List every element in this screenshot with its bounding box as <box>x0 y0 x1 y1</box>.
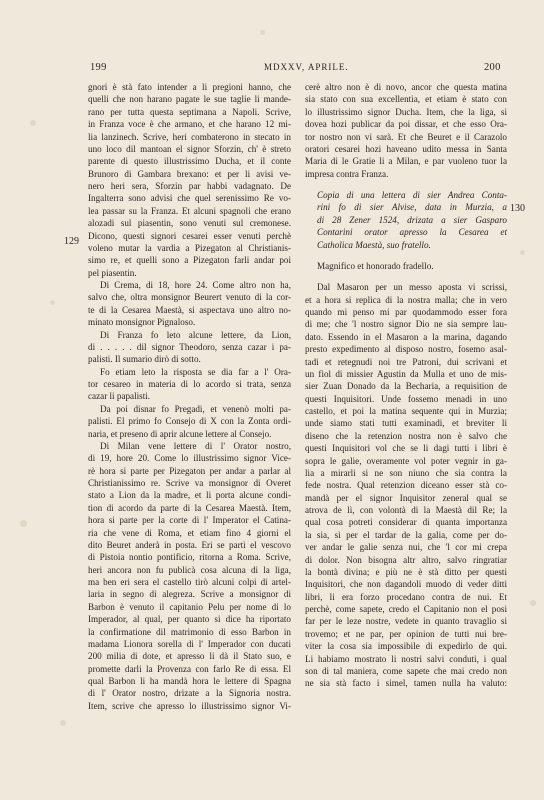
text-line: la bontà divina; e più ne è stà ditto per questi <box>305 566 507 577</box>
text-line: ver andar le galie senza nui, che 'l cor mi crepa <box>305 542 507 553</box>
text-line: Catholica Maestà, suo fratello. <box>317 239 431 250</box>
text-line: Ingalterra sono advisi che quel serenissimo Re vo- <box>88 193 291 204</box>
text-line: Di Franza fo leto alcune lettere, da Lion, <box>100 329 291 340</box>
text-line: nero heri sera, Sforzin par habbi vadagnato. De <box>88 181 291 191</box>
text-line: tor cesareo in materia di lo acordo si trata, senza <box>88 379 291 389</box>
text-line: di . . . . . dil signor Theodoro, senza cazar i pa- <box>88 341 291 352</box>
text-line: salvo che, oltra monsignor Beurert venuto di la cor- <box>88 292 291 303</box>
text-line: la sia, sì per el tardar de la galia, come per do- <box>305 529 507 540</box>
text-line: voleno mutar la vardia a Pizegaton al Christianis- <box>88 242 291 253</box>
text-line: 200 milia di dote, et apresso li dà il Stato suo, e <box>88 651 291 662</box>
text-line: dato. Essendo in el Masaron a la marina, dagando <box>305 331 507 342</box>
text-line: heri ancora non fu publicà cosa alcuna di la liga, <box>88 564 291 575</box>
text-line: cazar li papalisti. <box>88 391 151 402</box>
text-line: qual cosa potreti considerar di quanta importanza <box>305 517 507 528</box>
text-line: unde siamo stati tutti examinadi, et breviter li <box>305 418 507 429</box>
text-line: et a hora si replica di la nostra malla; che in vero <box>305 294 507 305</box>
text-line: Contarini orator apresso la Cesarea et <box>317 227 507 238</box>
text-line: fede nostra. Qual retenzion diceano esser stà co- <box>305 480 507 491</box>
text-line: di l' Orator nostro, drizate a la Signoria nostra. <box>88 688 291 699</box>
right-text-column <box>305 81 507 690</box>
text-line: lia lanzinech. Scrive, heri combaterono in stecato in <box>88 131 291 142</box>
text-line: lea passar su la Franza. Et alcuni spagnoli che erano <box>88 205 291 216</box>
text-line: viter la cosa sia impossibile di expedirlo de qui. <box>305 641 507 652</box>
text-line: Brunoro di Gambara brexano: et per li avisi ve- <box>88 168 291 179</box>
text-line: madama Lionora sorella di l' Imperador con ducati <box>88 638 291 649</box>
text-line: son di tal maniera, come sapete che mai credo non <box>305 665 507 676</box>
text-line: ne sia stà facto i simel, tamen nulla ha valuto: <box>305 678 507 689</box>
text-line: qual Barbon li ha mandà hora le lettere di Spagna <box>88 676 291 686</box>
text-line: stato a Lion da la madre, et li porta alcune condi- <box>88 490 291 501</box>
text-line: ma ben eri sera el castello tirò alcuni colpi di artel- <box>88 577 291 587</box>
text-line: tor nostro non vi sarà. Et che Beuret e il Carazolo <box>305 131 507 142</box>
text-line: naria, et preseno di aprir alcune lettere al Consejo. <box>88 428 272 439</box>
text-line: libri, li era forzo procedano contra de nui. Et <box>305 591 507 602</box>
text-line: di me; che 'l nostro signor Dio ne sia sempre lau- <box>305 319 507 330</box>
text-line: rano per tutta questa septimana a Napoli. Scrive, <box>88 106 291 117</box>
text-line: oratori cesarei hozi haveano udito messa in Santa <box>305 143 507 154</box>
text-line: pel piasentin. <box>88 267 137 278</box>
spacer <box>305 180 507 189</box>
text-line: quando mi penso mi par quodammodo esser fora <box>305 307 507 317</box>
text-line: far per le leze nostre, vedete in quanto travaglio si <box>305 616 507 627</box>
text-line: Copia di una lettera di sier Andrea Conta- <box>317 190 507 200</box>
text-line: lia a mirarli si ne son niuno che sia contra la <box>305 467 507 478</box>
text-line: di 19, hore 20. Come lo illustrissimo signor Vice- <box>88 453 291 464</box>
text-line: te di la Cesarea Maestà, si aspectava uno altro no- <box>88 304 291 315</box>
text-line: un fiol di missier Agustin da Mulla et uno de mis- <box>305 368 507 379</box>
text-line: Da poi disnar fo Pregadi, et venenò molti pa- <box>100 403 291 414</box>
spacer <box>305 272 507 281</box>
text-line: parente di questo illustrissimo Ducha, et il conte <box>88 156 291 167</box>
text-line: Magnifico et honorado fradello. <box>317 260 434 271</box>
left-text-column <box>88 81 291 712</box>
text-line: Di Crema, di 18, hore 24. Come altro non ha, <box>100 280 291 290</box>
text-line: alozadi sul piasentin, sono venuti sul cremonese. <box>88 218 291 229</box>
text-line: di Pistoia nontio pontificio, ritorna a Roma. Scrive, <box>88 552 291 563</box>
spacer <box>305 251 507 260</box>
text-line: Christianissimo re. Scrive va monsignor di Overet <box>88 478 291 488</box>
text-line: Maria di le Gratie li a Milan, e par vuoleno tuor la <box>305 156 507 167</box>
text-line: laria in segno di alegreza. Scrive a monsignor di <box>88 589 291 600</box>
text-line: Inquisitori, che non dagandoli muodo di veder ditti <box>305 579 507 590</box>
running-header: MDXXV, APRILE. <box>264 62 349 72</box>
text-line: Dicono, questi signori cesarei esser venuti perchè <box>88 230 291 241</box>
text-line: dito Beuret anderà in posta. Eri se partì el vescovo <box>88 539 291 550</box>
text-line: Item, scrive che apresso lo illustrissimo signor Vi- <box>88 700 291 711</box>
text-line: Li habiamo mostrato li nostri salvi conduti, i qual <box>305 653 507 664</box>
text-line: impresa contra Franza. <box>305 168 389 179</box>
text-line: Barbon è venuto il capitanio Pelu per nome di lo <box>88 601 291 612</box>
text-line: atrova de lì, con volontà di la Maestà dil Re; la <box>305 505 507 515</box>
text-line: diseno che la retenzion nostra non è salvo che <box>305 430 507 441</box>
text-line: perchè, come sapete, credo el Capitanio non el posi <box>305 604 507 614</box>
text-line: mandà per el signor Inquisitor zeneral qual se <box>305 492 507 503</box>
text-line: sier Zuan Donado da la Becharia, a requisition de <box>305 381 507 392</box>
text-line: di dolor. Non bisogna altr altro, salvo ringratiar <box>305 554 507 565</box>
text-line: palisti. Il sumario dirò di sotto. <box>88 354 201 365</box>
margin-number-right: 130 <box>510 203 525 214</box>
page-number-left: 199 <box>90 62 107 73</box>
text-line: trovemo; et ne par, per opinion de tutti nui bre- <box>305 628 507 639</box>
text-line: Imperador, al qual, per quanto si dice ha riportato <box>88 614 291 625</box>
text-line: hora si parte per la corte di l' Imperator el Catina- <box>88 515 291 526</box>
text-line: sia stato con sua excellentia, et etiam è stato con <box>305 94 507 105</box>
text-line: Di Milan vene lettere di l' Orator nostro, <box>100 440 291 451</box>
text-line: palisti. El primo fo Consejo di X con la Zonta ordi- <box>88 416 291 427</box>
text-line: minato monsignor Pignaloso. <box>88 317 196 328</box>
text-line: uno loco dil mantoan el signor Sforzin, ch' è streto <box>88 143 291 154</box>
text-line: lo illustrissimo signor Ducha. Item, che la liga, si <box>305 106 507 117</box>
page-number-right: 200 <box>484 62 501 73</box>
text-line: ria che vene di Roma, et etiam fino 4 giorni el <box>88 527 291 538</box>
text-line: in Franza voce è che armano, et che harano 12 mi- <box>88 119 291 130</box>
margin-number-left: 129 <box>64 236 79 247</box>
text-line: questi Inquisitori vol che se li dagi tutti i libri è <box>305 443 507 454</box>
text-line: rè hora si parte per Pizegaton per andar a parlar al <box>88 465 291 476</box>
text-line: doveа hozi publicar da poi dissar, et che esso Ora- <box>305 119 507 130</box>
text-line: la confirmatione dil matrimonio di esso Barbon in <box>88 626 291 637</box>
text-line: quelli che non harano pagate le sue taglie li mande- <box>88 94 291 105</box>
text-line: tion di acordo da parte di la Cesarea Maestà. Item, <box>88 502 291 513</box>
text-line: promette darli la Provenza con farlo Re di essa. El <box>88 663 291 674</box>
text-line: questi Inquisitori. Unde fossemo menadi in uno <box>305 393 507 404</box>
text-line: castello, et poi la matina sequente qui in Murzia; <box>305 406 507 416</box>
text-line: gnori è stà fato intender a li pregioni hanno, che <box>88 82 291 92</box>
text-line: tadi et retegnudi noi tre Patroni, dui scrivani et <box>305 356 507 367</box>
text-line: rini fo di sier Alvise, data in Murzia, a <box>317 202 507 213</box>
text-line: cerè altro non è di novo, ancor che questa matina <box>305 82 507 92</box>
text-line: di 28 Zener 1524, drizata a sier Gasparo <box>317 214 507 225</box>
text-line: Fo etiam leto la risposta se dia far a l' Ora- <box>100 366 291 377</box>
text-line: simo re, et quelli sono a Pizegaton farli andar poi <box>88 255 291 266</box>
text-line: sopra le galie, overamente vol poter vegnir in ga- <box>305 455 507 466</box>
text-line: presto expedimento al disposo nostro, fosemo asal- <box>305 344 507 355</box>
text-line: Dal Masaron per un messo aposta vi scrissi, <box>317 282 507 293</box>
